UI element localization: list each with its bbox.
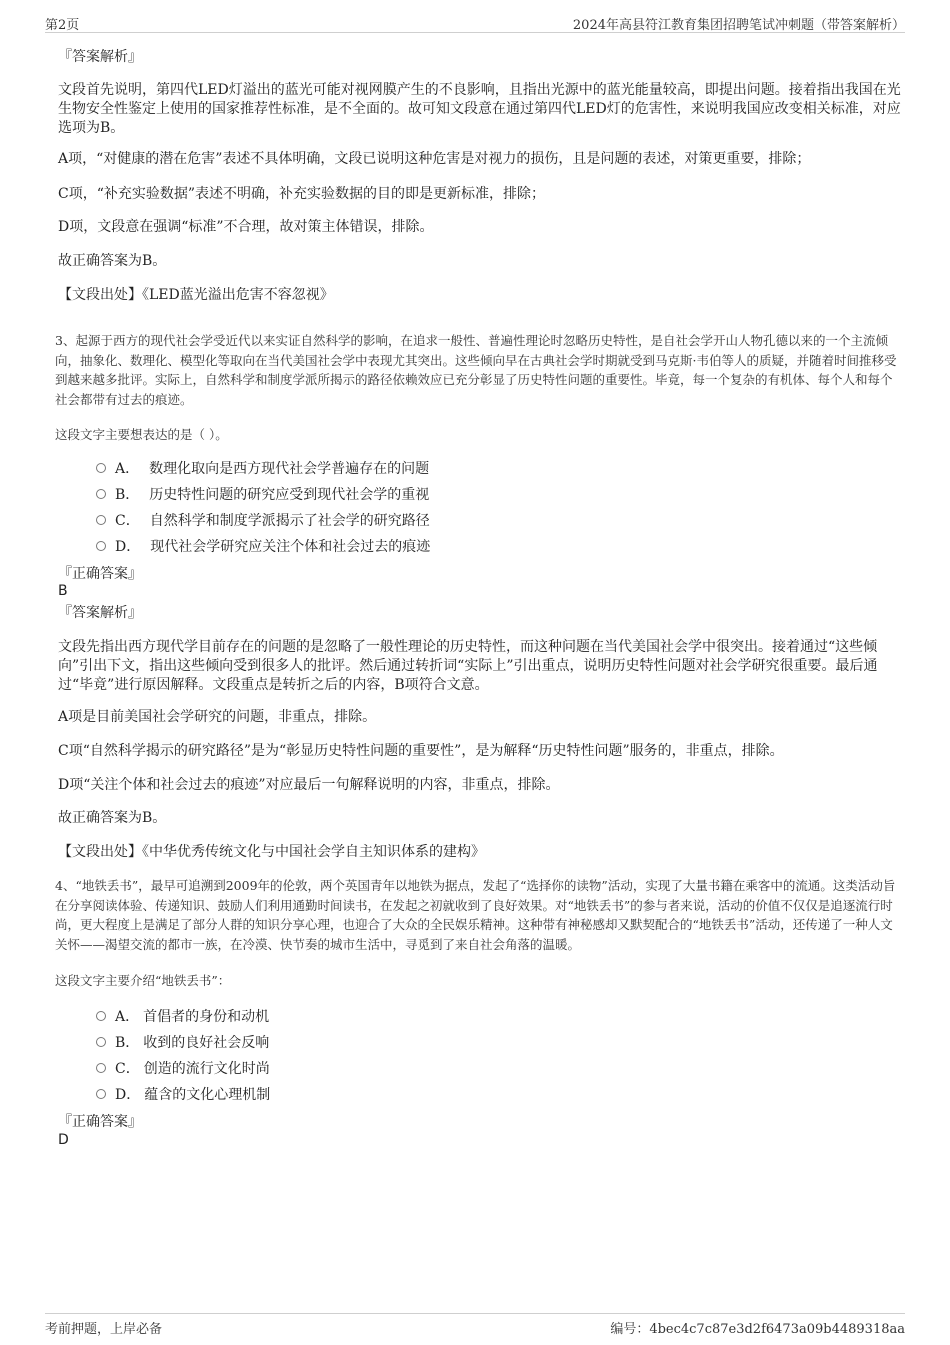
correct-answer-label: 『正确答案』 — [58, 566, 142, 582]
correct-answer: D — [58, 1132, 69, 1148]
analysis-paragraph: 文段首先说明，第四代LED灯溢出的蓝光可能对视网膜产生的不良影响，且指出光源中的蓝光能量较高，即提出问题。接着指出我国在光生物安全性鉴定上使用的国家推荐性标准，是不全面的。故可知文段意在通过第四代LED灯的危害性，来说明我国应改变相关标准，对应选项为B。 — [58, 82, 901, 136]
radio-icon[interactable] — [96, 515, 106, 525]
option-c[interactable]: C． 创造的流行文化时尚 — [96, 1060, 270, 1078]
page-footer — [45, 1313, 905, 1338]
radio-icon[interactable] — [96, 1011, 106, 1021]
correct-answer: B — [58, 583, 68, 599]
option-c[interactable]: C． 自然科学和制度学派揭示了社会学的研究路径 — [96, 512, 430, 530]
footer-slogan: 考前押题，上岸必备 — [45, 1322, 163, 1337]
radio-icon[interactable] — [96, 463, 106, 473]
source-citation: 【文段出处】《LED蓝光溢出危害不容忽视》 — [58, 287, 334, 303]
document-id: 编号：4bec4c7c87e3d2f6473a09b4489318aa — [610, 1322, 905, 1337]
analysis-label: 『答案解析』 — [58, 605, 142, 621]
document-title: 2024年高县符江教育集团招聘笔试冲刺题（带答案解析） — [572, 18, 905, 33]
conclusion: 故正确答案为B。 — [58, 810, 167, 826]
radio-icon[interactable] — [96, 1063, 106, 1073]
question-prompt: 这段文字主要想表达的是（ ）。 — [55, 427, 228, 442]
option-d-explanation: D项“关注个体和社会过去的痕迹”对应最后一句解释说明的内容，非重点，排除。 — [58, 777, 560, 793]
option-d[interactable]: D． 蕴含的文化心理机制 — [96, 1086, 270, 1104]
source-citation: 【文段出处】《中华优秀传统文化与中国社会学自主知识体系的建构》 — [58, 844, 485, 860]
option-a-explanation: A项是目前美国社会学研究的问题，非重点，排除。 — [58, 709, 377, 725]
option-d[interactable]: D． 现代社会学研究应关注个体和社会过去的痕迹 — [96, 538, 430, 556]
option-a[interactable]: A． 数理化取向是西方现代社会学普遍存在的问题 — [96, 460, 429, 478]
radio-icon[interactable] — [96, 489, 106, 499]
option-b[interactable]: B． 收到的良好社会反响 — [96, 1034, 269, 1052]
correct-answer-label: 『正确答案』 — [58, 1114, 142, 1130]
option-b[interactable]: B． 历史特性问题的研究应受到现代社会学的重视 — [96, 486, 429, 504]
option-a-explanation: A项，“对健康的潜在危害”表述不具体明确，文段已说明这种危害是对视力的损伤，且是问题的表述，对策更重要，排除； — [58, 151, 811, 167]
option-c-explanation: C项“自然科学揭示的研究路径”是为“彰显历史特性问题的重要性”，是为解释“历史特性问题”服务的，非重点，排除。 — [58, 743, 784, 759]
conclusion: 故正确答案为B。 — [58, 253, 167, 269]
radio-icon[interactable] — [96, 541, 106, 551]
question-stem: 4、“地铁丢书”，最早可追溯到2009年的伦敦，两个英国青年以地铁为据点，发起了“选择你的读物”活动，实现了大量书籍在乘客中的流通。这类活动旨在分享阅读体验、传递知识、鼓励人们利用通勤时间读书，在发起之初就收到了良好效果。对“地铁丢书”的参与者来说，活动的价值不仅仅是追逐流行时尚，更大程度上是满足了部分人群的知识分享心理，也迎合了大众的全民娱乐精神。这种带有神秘感却又默契配合的“地铁丢书”活动，还传递了一种人文关怀——渴望交流的都市一族，在冷漠、快节奏的城市生活中，寻觅到了来自社会角落的温暖。 — [55, 878, 896, 952]
option-a[interactable]: A． 首倡者的身份和动机 — [96, 1008, 269, 1026]
page-number: 第2页 — [45, 18, 80, 33]
page-header — [45, 12, 905, 33]
analysis-label: 『答案解析』 — [58, 49, 142, 65]
question-prompt: 这段文字主要介绍“地铁丢书”： — [55, 973, 231, 988]
analysis-paragraph: 文段先指出西方现代学目前存在的问题的是忽略了一般性理论的历史特性，而这种问题在当代美国社会学中很突出。接着通过“这些倾向”引出下文，指出这些倾向受到很多人的批评。然后通过转折词“实际上”引出重点，说明历史特性问题对社会学研究很重要。最后通过“毕竟”进行原因解释。文段重点是转折之后的内容，B项符合文意。 — [58, 639, 878, 693]
option-c-explanation: C项，“补充实验数据”表述不明确，补充实验数据的目的即是更新标准，排除； — [58, 186, 546, 202]
radio-icon[interactable] — [96, 1089, 106, 1099]
question-stem: 3、起源于西方的现代社会学受近代以来实证自然科学的影响，在追求一般性、普遍性理论时忽略历史特性，是自社会学开山人物孔德以来的一个主流倾向，抽象化、数理化、模型化等取向在当代美国社会学中表现尤其突出。这些倾向早在古典社会学时期就受到马克斯·韦伯等人的质疑，并随着时间推移受到越来越多批评。实际上，自然科学和制度学派所揭示的路径依赖效应已充分彰显了历史特性问题的重要性。毕竟，每一个复杂的有机体、每个人和每个社会都带有过去的痕迹。 — [55, 333, 897, 407]
radio-icon[interactable] — [96, 1037, 106, 1047]
option-d-explanation: D项，文段意在强调“标准”不合理，故对策主体错误，排除。 — [58, 219, 434, 235]
